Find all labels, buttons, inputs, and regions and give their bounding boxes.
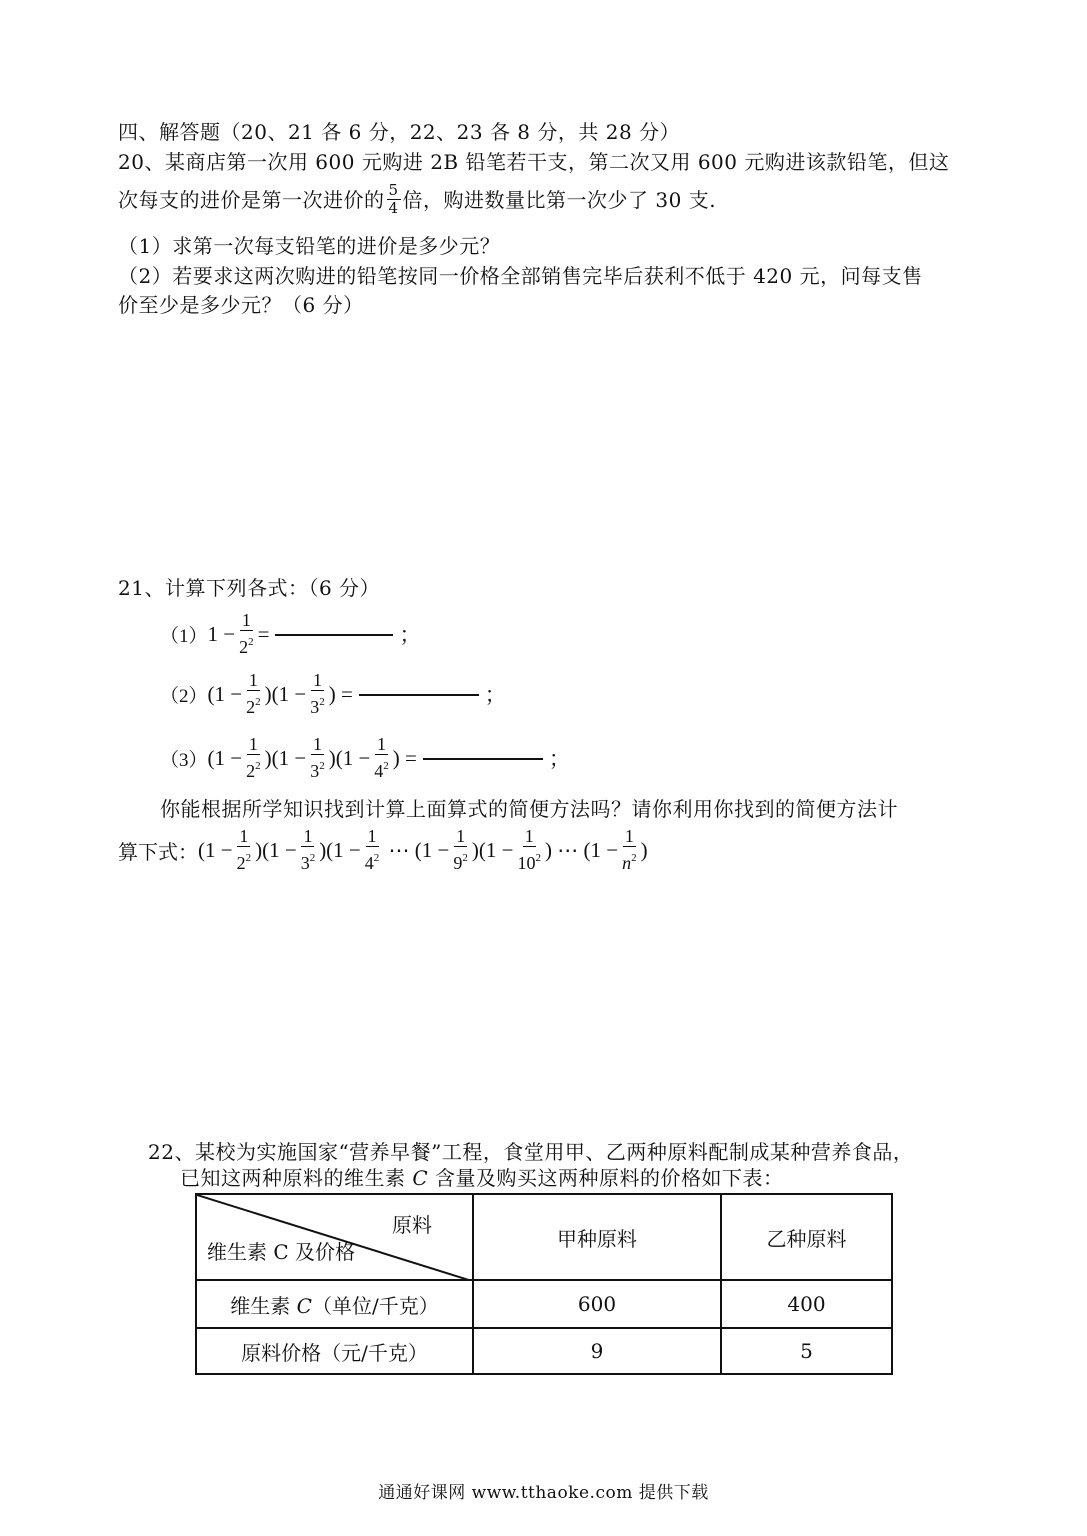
corner-bottom-label: 维生素 C 及价格 — [207, 1240, 356, 1264]
corner-header-cell — [196, 1194, 473, 1280]
q22-line2 — [180, 1164, 784, 1192]
cell-vitamin-c-a: 600 — [473, 1280, 721, 1328]
row-price-label: 原料价格（元/千克） — [196, 1328, 473, 1374]
vitamin-c-symbol: C — [412, 1166, 429, 1190]
q20-sub1: （1）求第一次每支铅笔的进价是多少元？ — [118, 234, 501, 258]
q21-general-product: 算下式： (1 − $\frac{1}{2^2}$ )(1 − $\frac{1}{3^2}$ )(1 − $\frac{1}{4^2}$ ⋯ (1 − $\frac{1}{9^2}$ )(1 − $\frac{1}{10^2}$ ) ⋯ (1 − $\frac{1}{n^2}$ ) — [118, 826, 648, 873]
corner-top-label: 原料 — [392, 1213, 432, 1237]
q21-label1: （1） — [160, 625, 208, 647]
fraction-denominator: 4 — [388, 199, 399, 217]
q21-eq2: （2） (1 − $\frac{1}{2^2}$ )(1 − $\frac{1}{3^2}$ ) = ； — [160, 670, 506, 717]
cell-price-b: 5 — [721, 1328, 892, 1374]
q21-eq3: （3） (1 − $\frac{1}{2^2}$ )(1 − $\frac{1}{3^2}$ )(1 − $\frac{1}{4^2}$ ) = ； — [160, 734, 570, 781]
header-material-a: 甲种原料 — [473, 1194, 721, 1280]
row-vitamin-c-label: 维生素 C（单位/千克） — [196, 1280, 473, 1328]
q20-line2-pre: 次每支的进价是第一次进价的 — [118, 187, 385, 212]
q21-paragraph-line1: 你能根据所学知识找到计算上面算式的简便方法吗？请你利用你找到的简便方法计 — [160, 797, 898, 821]
cell-vitamin-c-b: 400 — [721, 1280, 892, 1328]
answer-blank-2[interactable] — [359, 692, 479, 696]
fraction-5-4 — [387, 182, 401, 217]
q22-line2-post: 含量及购买这两种原料的价格如下表： — [428, 1166, 784, 1190]
semicolon: ； — [548, 747, 570, 771]
semicolon: ； — [484, 683, 506, 707]
ingredient-table — [195, 1193, 893, 1375]
header-material-b: 乙种原料 — [721, 1194, 892, 1280]
q20-line1: 20、某商店第一次用 600 元购进 2B 铅笔若干支，第二次又用 600 元购进该款铅笔，但这 — [118, 150, 950, 174]
q21-label3: （3） — [160, 749, 208, 771]
answer-blank-1[interactable] — [275, 632, 393, 636]
q21-para-line2-pre: 算下式： — [118, 839, 198, 864]
q21-label2: （2） — [160, 685, 208, 707]
q20-sub2-line2: 价至少是多少元？（6 分） — [118, 293, 364, 317]
footer-watermark: 通通好课网 www.tthaoke.com 提供下载 — [378, 1483, 709, 1503]
fraction-numerator: 5 — [388, 181, 399, 199]
fraction-1-over-2sq: $\frac{1}{2^2}$ — [239, 610, 254, 657]
q21-eq1: （1） 1 − $\frac{1}{2^2}$ = ； — [160, 610, 421, 657]
q22-line2-pre: 已知这两种原料的维生素 — [180, 1166, 413, 1190]
cell-price-a: 9 — [473, 1328, 721, 1374]
q20-line2 — [118, 182, 716, 217]
q20-line2-post: 倍，购进数量比第一次少了 30 支. — [402, 187, 717, 212]
semicolon: ； — [399, 623, 421, 647]
answer-blank-3[interactable] — [423, 756, 543, 760]
q21-title: 21、计算下列各式：（6 分） — [118, 576, 381, 600]
q20-sub2-line1: （2）若要求这两次购进的铅笔按同一价格全部销售完毕后获利不低于 420 元，问每支售 — [118, 264, 923, 288]
section-heading: 四、解答题（20、21 各 6 分，22、23 各 8 分，共 28 分） — [118, 120, 681, 144]
q22-line1: 22、某校为实施国家“营养早餐”工程，食堂用甲、乙两种原料配制成某种营养食品， — [148, 1140, 914, 1164]
